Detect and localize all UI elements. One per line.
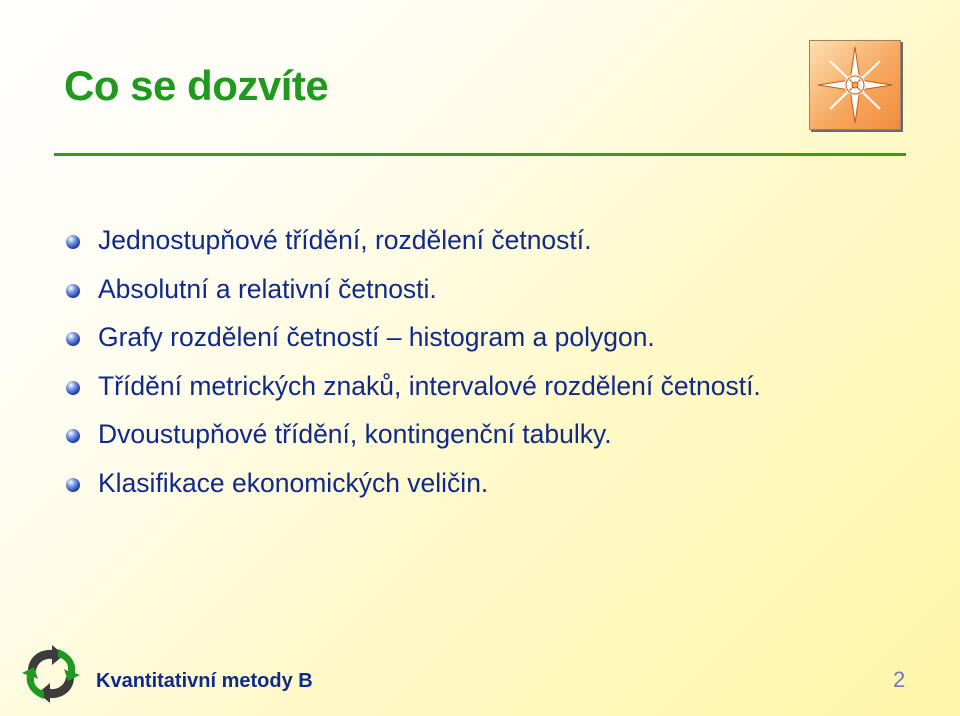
compass-rose-icon (810, 41, 900, 129)
list-item (66, 371, 761, 420)
bullet-text: Absolutní a relativní četnosti. (98, 273, 437, 304)
sphere-bullet-icon (66, 284, 80, 298)
sphere-bullet-icon (66, 235, 80, 249)
list-item (66, 322, 761, 371)
bullet-text: Třídění metrických znaků, intervalové rozdělení četností. (98, 370, 761, 401)
title-divider (54, 153, 906, 156)
sphere-bullet-icon (66, 332, 80, 346)
bullet-text: Klasifikace ekonomických veličin. (98, 467, 489, 498)
slide-title: Co se dozvíte (64, 62, 329, 109)
sphere-bullet-icon (66, 429, 80, 443)
list-item (66, 225, 761, 274)
sphere-bullet-icon (66, 381, 80, 395)
bullet-text: Dvoustupňové třídění, kontingenční tabulky. (98, 419, 612, 449)
list-item (66, 468, 761, 517)
compass-logo-box (809, 40, 901, 130)
bullet-text: Grafy rozdělení četností – histogram a polygon. (98, 322, 655, 352)
footer-course-title: Kvantitativní metody B (96, 670, 313, 692)
recycle-arrows-icon (22, 645, 80, 703)
list-item (66, 419, 761, 468)
sphere-bullet-icon (66, 478, 80, 492)
list-item (66, 274, 761, 323)
bullet-text: Jednostupňové třídění, rozdělení četností. (98, 225, 592, 255)
page-number: 2 (893, 667, 906, 692)
bullet-list (66, 225, 761, 516)
